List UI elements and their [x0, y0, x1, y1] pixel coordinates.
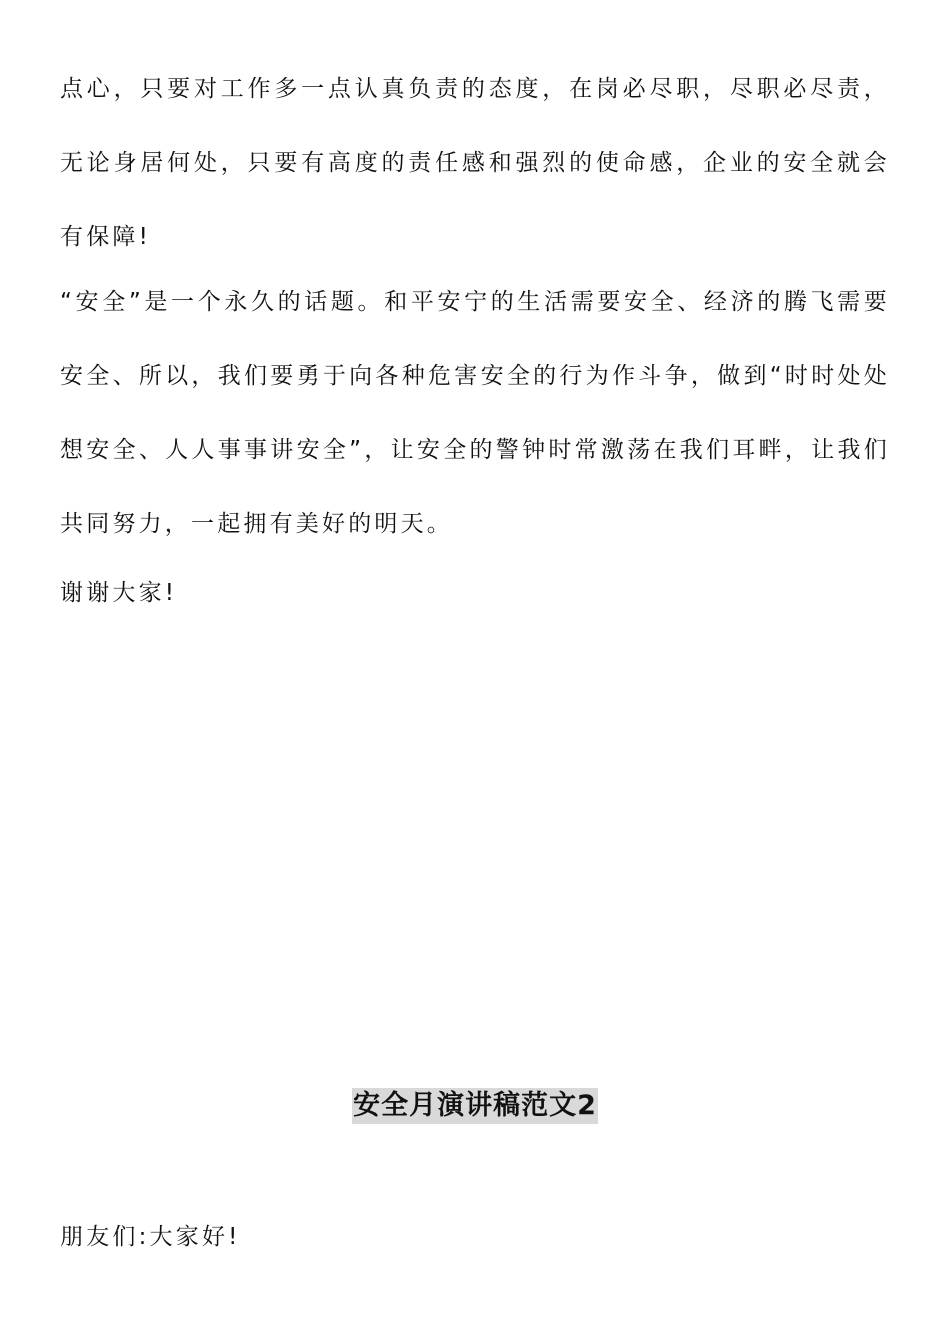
section-title-wrapper — [0, 1088, 950, 1124]
section-title: 安全月演讲稿范文2 — [352, 1088, 598, 1124]
body-paragraph: “安全”是一个永久的话题。和平安宁的生活需要安全、经济的腾飞需要安全、所以，我们要勇于向各种危害安全的行为作斗争，做到“时时处处想安全、人人事事讲安全”，让安全的警钟时常激荡在我们耳畔，让我们共同努力，一起拥有美好的明天。 — [60, 289, 890, 537]
closing-line: 谢谢大家! — [60, 580, 178, 606]
greeting-line: 朋友们:大家好! — [60, 1224, 241, 1250]
body-paragraph: 点心，只要对工作多一点认真负责的态度，在岗必尽职，尽职必尽责，无论身居何处，只要有高度的责任感和强烈的使命感，企业的安全就会有保障! — [60, 76, 890, 250]
